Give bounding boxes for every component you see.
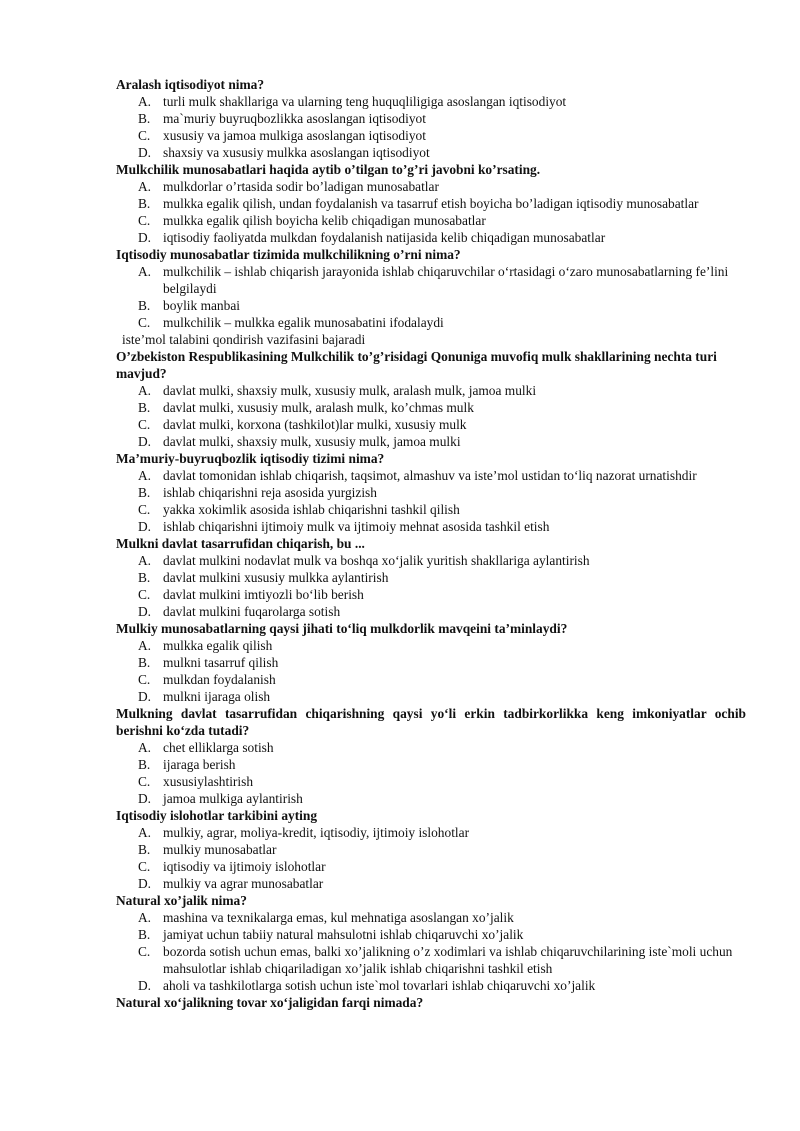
answer-option — [116, 518, 746, 535]
option-text: ijaraga berish — [163, 757, 236, 772]
option-text: turli mulk shakllariga va ularning teng huquqliligiga asoslangan iqtisodiyot — [163, 94, 567, 109]
option-text: mulkchilik – ishlab chiqarish jarayonida ishlab chiqaruvchilar o‘rtasidagi o‘zaro munosabatlarning fe’lini belgilaydi — [163, 264, 729, 296]
option-letter: D. — [138, 876, 152, 891]
option-letter: B. — [138, 485, 151, 500]
option-text: jamoa mulkiga aylantirish — [163, 791, 303, 806]
option-letter: A. — [138, 179, 152, 194]
answer-option — [116, 569, 746, 586]
option-letter: A. — [138, 638, 152, 653]
option-letter: C. — [138, 859, 151, 874]
answer-option — [116, 688, 746, 705]
question-block — [116, 535, 746, 620]
answer-option — [116, 671, 746, 688]
options-list — [116, 552, 746, 620]
question-text: Natural xo’jalik nima? — [116, 893, 247, 908]
answer-option — [116, 858, 746, 875]
option-letter: C. — [138, 672, 151, 687]
option-letter: B. — [138, 111, 151, 126]
question-text: Iqtisodiy islohotlar tarkibini ayting — [116, 808, 318, 823]
answer-option — [116, 654, 746, 671]
question-text: Iqtisodiy munosabatlar tizimida mulkchilikning o’rni nima? — [116, 247, 461, 262]
option-text: xususiy va jamoa mulkiga asoslangan iqtisodiyot — [163, 128, 426, 143]
answer-option — [116, 756, 746, 773]
option-text: yakka xokimlik asosida ishlab chiqarishni tashkil qilish — [163, 502, 460, 517]
option-text: mulkiy va agrar munosabatlar — [163, 876, 324, 891]
unlabeled-option-text: iste’mol talabini qondirish vazifasini bajaradi — [122, 332, 366, 347]
question-block — [116, 705, 746, 807]
question-block — [116, 246, 746, 348]
answer-option — [116, 926, 746, 943]
option-text: davlat mulkini xususiy mulkka aylantirish — [163, 570, 389, 585]
option-letter: D. — [138, 978, 152, 993]
option-text: mulkka egalik qilish boyicha kelib chiqadigan munosabatlar — [163, 213, 486, 228]
option-letter: D. — [138, 145, 152, 160]
option-letter: C. — [138, 587, 151, 602]
options-list — [116, 93, 746, 161]
option-text: boylik manbai — [163, 298, 240, 313]
option-letter: C. — [138, 128, 151, 143]
answer-option — [116, 467, 746, 484]
option-letter: D. — [138, 434, 152, 449]
option-letter: C. — [138, 944, 151, 959]
answer-option — [116, 739, 746, 756]
option-letter: B. — [138, 655, 151, 670]
option-letter: D. — [138, 604, 152, 619]
answer-option — [116, 127, 746, 144]
answer-option — [116, 382, 746, 399]
answer-option — [116, 263, 746, 297]
option-text: iqtisodiy faoliyatda mulkdan foydalanish natijasida kelib chiqadigan munosabatlar — [163, 230, 606, 245]
question-text: O’zbekiston Respublikasining Mulkchilik to’g’risidagi Qonuniga muvofiq mulk shakllarining nechta turi mavjud? — [116, 349, 717, 381]
option-text: davlat mulki, shaxsiy mulk, xususiy mulk, jamoa mulki — [163, 434, 461, 449]
option-letter: B. — [138, 298, 151, 313]
question-block — [116, 892, 746, 994]
option-letter: B. — [138, 842, 151, 857]
option-letter: C. — [138, 213, 151, 228]
answer-option — [116, 484, 746, 501]
question-text: Mulkiy munosabatlarning qaysi jihati to‘liq mulkdorlik mavqeini ta’minlaydi? — [116, 621, 568, 636]
question-text: Aralash iqtisodiyot nima? — [116, 77, 265, 92]
option-letter: D. — [138, 689, 152, 704]
option-letter: B. — [138, 400, 151, 415]
answer-option — [116, 790, 746, 807]
answer-option — [116, 501, 746, 518]
option-text: davlat mulki, shaxsiy mulk, xususiy mulk, aralash mulk, jamoa mulki — [163, 383, 537, 398]
option-letter: A. — [138, 740, 152, 755]
option-text: davlat mulki, xususiy mulk, aralash mulk, ko’chmas mulk — [163, 400, 474, 415]
answer-option — [116, 977, 746, 994]
answer-option — [116, 841, 746, 858]
option-text: xususiylashtirish — [163, 774, 254, 789]
options-list — [116, 824, 746, 892]
option-letter: A. — [138, 825, 152, 840]
answer-option — [116, 229, 746, 246]
answer-option — [116, 433, 746, 450]
question-block — [116, 161, 746, 246]
answer-option — [116, 110, 746, 127]
option-text: mulkka egalik qilish, undan foydalanish va tasarruf etish boyicha bo’ladigan iqtisodiy munosabatlar — [163, 196, 699, 211]
option-letter: C. — [138, 774, 151, 789]
option-text: davlat mulki, korxona (tashkilot)lar mulki, xususiy mulk — [163, 417, 467, 432]
options-list — [116, 909, 746, 994]
option-text: mulkni tasarruf qilish — [163, 655, 279, 670]
option-text: mulkiy, agrar, moliya-kredit, iqtisodiy, ijtimoiy islohotlar — [163, 825, 470, 840]
option-text: bozorda sotish uchun emas, balki xo’jalikning o’z xodimlari va ishlab chiqaruvchilarining iste`moli uchun mahsulotlar ishlab chiqariladigan xo’jalik ishlab chiqarishni tashkil etish — [163, 944, 733, 976]
question-block — [116, 807, 746, 892]
option-text: ma`muriy buyruqbozlikka asoslangan iqtisodiyot — [163, 111, 426, 126]
option-letter: A. — [138, 94, 152, 109]
option-text: davlat mulkini imtiyozli bo‘lib berish — [163, 587, 364, 602]
answer-option — [116, 399, 746, 416]
answer-option — [116, 773, 746, 790]
answer-option — [116, 212, 746, 229]
answer-option — [116, 637, 746, 654]
question-block — [116, 348, 746, 450]
option-text: davlat mulkini nodavlat mulk va boshqa xo‘jalik yuritish shakllariga aylantirish — [163, 553, 590, 568]
option-text: davlat mulkini fuqarolarga sotish — [163, 604, 341, 619]
option-text: mulkchilik – mulkka egalik munosabatini ifodalaydi — [163, 315, 444, 330]
option-text: davlat tomonidan ishlab chiqarish, taqsimot, almashuv va iste’mol ustidan to‘liq nazorat urnatishdir — [163, 468, 697, 483]
question-text: Mulkning davlat tasarrufidan chiqarishning qaysi yo‘li erkin tadbirkorlikka keng imkoniyatlar ochib berishni ko‘zda tutadi? — [116, 706, 746, 738]
option-text: mulkdan foydalanish — [163, 672, 276, 687]
option-letter: B. — [138, 570, 151, 585]
answer-option — [116, 93, 746, 110]
options-list — [116, 637, 746, 705]
options-list — [116, 467, 746, 535]
answer-option — [116, 195, 746, 212]
option-letter: D. — [138, 519, 152, 534]
option-text: aholi va tashkilotlarga sotish uchun iste`mol tovarlari ishlab chiqaruvchi xo’jalik — [163, 978, 596, 993]
options-list — [116, 382, 746, 450]
answer-option — [116, 178, 746, 195]
answer-option — [116, 875, 746, 892]
option-letter: A. — [138, 553, 152, 568]
answer-option — [116, 314, 746, 331]
option-text: ishlab chiqarishni reja asosida yurgizish — [163, 485, 377, 500]
option-text: mulkiy munosabatlar — [163, 842, 277, 857]
option-letter: C. — [138, 417, 151, 432]
answer-option — [116, 144, 746, 161]
option-text: mulkka egalik qilish — [163, 638, 273, 653]
option-letter: A. — [138, 468, 152, 483]
question-block — [116, 620, 746, 705]
option-letter: B. — [138, 757, 151, 772]
option-text: chet elliklarga sotish — [163, 740, 274, 755]
option-text: iqtisodiy va ijtimoiy islohotlar — [163, 859, 326, 874]
options-list — [116, 178, 746, 246]
question-text: Mulkchilik munosabatlari haqida aytib o’tilgan to’g’ri javobni ko’rsating. — [116, 162, 541, 177]
option-letter: B. — [138, 196, 151, 211]
options-list — [116, 739, 746, 807]
option-text: ishlab chiqarishni ijtimoiy mulk va ijtimoiy mehnat asosida tashkil etish — [163, 519, 550, 534]
answer-option — [116, 586, 746, 603]
option-letter: C. — [138, 502, 151, 517]
option-text: mulkdorlar o’rtasida sodir bo’ladigan munosabatlar — [163, 179, 439, 194]
option-text: mulkni ijaraga olish — [163, 689, 271, 704]
option-letter: B. — [138, 927, 151, 942]
answer-option — [116, 297, 746, 314]
answer-option — [116, 943, 746, 977]
answer-option — [116, 824, 746, 841]
question-block — [116, 76, 746, 161]
answer-option — [116, 603, 746, 620]
question-text: Natural xo‘jalikning tovar xo‘jaligidan farqi nimada? — [116, 995, 424, 1010]
answer-option — [116, 909, 746, 926]
question-text: Mulkni davlat tasarrufidan chiqarish, bu ... — [116, 536, 365, 551]
option-text: shaxsiy va xususiy mulkka asoslangan iqtisodiyot — [163, 145, 430, 160]
answer-option — [116, 416, 746, 433]
question-block — [116, 450, 746, 535]
option-letter: A. — [138, 910, 152, 925]
document-page — [116, 76, 746, 1011]
question-block — [116, 994, 746, 1011]
option-letter: C. — [138, 315, 151, 330]
option-text: mashina va texnikalarga emas, kul mehnatiga asoslangan xo’jalik — [163, 910, 514, 925]
option-letter: D. — [138, 791, 152, 806]
option-letter: A. — [138, 264, 152, 279]
question-text: Ma’muriy-buyruqbozlik iqtisodiy tizimi nima? — [116, 451, 385, 466]
option-text: jamiyat uchun tabiiy natural mahsulotni ishlab chiqaruvchi xo’jalik — [163, 927, 524, 942]
options-list — [116, 263, 746, 331]
answer-option — [116, 552, 746, 569]
option-letter: D. — [138, 230, 152, 245]
option-letter: A. — [138, 383, 152, 398]
